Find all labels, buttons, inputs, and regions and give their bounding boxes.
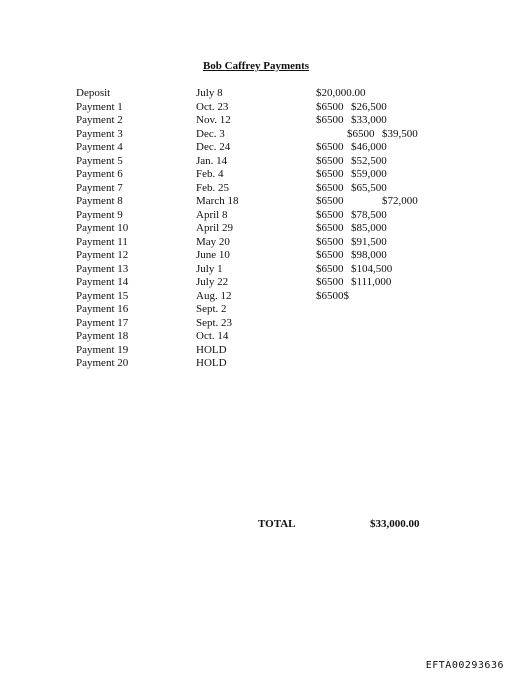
ledger-row-payment-1 bbox=[0, 101, 512, 115]
ledger-row-deposit bbox=[0, 87, 512, 101]
row-date: Dec. 3 bbox=[196, 127, 225, 140]
row-label: Payment 10 bbox=[76, 222, 129, 234]
ledger-row-payment-7 bbox=[0, 182, 512, 196]
row-running-total: $65,500 bbox=[351, 181, 387, 194]
row-label: Payment 1 bbox=[76, 100, 123, 113]
row-running-total: $46,000 bbox=[351, 141, 387, 153]
row-running-total: $98,000 bbox=[351, 249, 387, 261]
row-amount: $6500 bbox=[316, 168, 344, 180]
row-label: Payment 14 bbox=[76, 276, 129, 288]
row-amount: $6500 bbox=[316, 222, 344, 234]
row-date: Aug. 12 bbox=[196, 289, 232, 302]
row-label: Payment 18 bbox=[76, 330, 129, 342]
ledger-row-payment-19 bbox=[0, 344, 512, 358]
ledger-row-payment-15 bbox=[0, 290, 512, 304]
row-date: Feb. 25 bbox=[196, 181, 229, 194]
row-date: July 1 bbox=[196, 262, 223, 275]
row-running-total: $72,000 bbox=[382, 195, 418, 207]
bates-number: EFTA00293636 bbox=[425, 660, 504, 671]
ledger-row-payment-13 bbox=[0, 263, 512, 277]
row-amount: $20,000.00 bbox=[316, 87, 366, 99]
row-label: Payment 4 bbox=[76, 141, 123, 153]
row-running-total: $78,500 bbox=[351, 208, 387, 221]
row-label: Payment 8 bbox=[76, 195, 123, 207]
row-date: July 8 bbox=[196, 87, 223, 99]
row-running-total: $26,500 bbox=[351, 100, 387, 113]
row-date: Sept. 2 bbox=[196, 303, 227, 315]
row-amount: $6500 bbox=[316, 154, 344, 167]
row-date: Dec. 24 bbox=[196, 141, 231, 153]
row-amount: $6500 bbox=[316, 114, 344, 126]
row-label: Payment 15 bbox=[76, 289, 129, 302]
row-date: Sept. 23 bbox=[196, 316, 233, 329]
row-label: Payment 5 bbox=[76, 154, 123, 167]
payment-ledger bbox=[0, 87, 512, 371]
row-date: Jan. 14 bbox=[196, 154, 228, 167]
row-label: Deposit bbox=[76, 87, 111, 99]
row-label: Payment 16 bbox=[76, 303, 129, 315]
row-label: Payment 3 bbox=[76, 127, 123, 140]
ledger-row-payment-11 bbox=[0, 236, 512, 250]
row-running-total: $33,000 bbox=[351, 114, 387, 126]
total-label: TOTAL bbox=[258, 518, 296, 530]
ledger-row-payment-16 bbox=[0, 303, 512, 317]
row-label: Payment 2 bbox=[76, 114, 123, 126]
row-date: Oct. 14 bbox=[196, 330, 229, 342]
ledger-row-payment-18 bbox=[0, 330, 512, 344]
row-label: Payment 9 bbox=[76, 208, 123, 221]
row-date: Nov. 12 bbox=[196, 114, 231, 126]
row-amount: $6500 bbox=[316, 195, 344, 207]
row-label: Payment 12 bbox=[76, 249, 129, 261]
row-label: Payment 20 bbox=[76, 357, 129, 369]
row-date: May 20 bbox=[196, 235, 230, 248]
row-date: July 22 bbox=[196, 276, 229, 288]
row-running-total: $59,000 bbox=[351, 168, 387, 180]
row-date: March 18 bbox=[196, 195, 239, 207]
row-label: Payment 19 bbox=[76, 343, 129, 356]
ledger-row-payment-2 bbox=[0, 114, 512, 128]
row-label: Payment 11 bbox=[76, 235, 128, 248]
row-running-total: $91,500 bbox=[351, 235, 387, 248]
row-label: Payment 13 bbox=[76, 262, 129, 275]
row-date: HOLD bbox=[196, 357, 227, 369]
row-amount: $6500$ bbox=[316, 289, 349, 302]
ledger-row-payment-5 bbox=[0, 155, 512, 169]
row-label: Payment 6 bbox=[76, 168, 123, 180]
ledger-row-payment-14 bbox=[0, 276, 512, 290]
document-title: Bob Caffrey Payments bbox=[202, 60, 310, 72]
row-amount: $6500 bbox=[316, 181, 344, 194]
ledger-row-payment-8 bbox=[0, 195, 512, 209]
ledger-row-payment-3 bbox=[0, 128, 512, 142]
ledger-row-payment-4 bbox=[0, 141, 512, 155]
row-running-total: $111,000 bbox=[351, 276, 392, 288]
row-date: April 8 bbox=[196, 208, 228, 221]
row-running-total: $52,500 bbox=[351, 154, 387, 167]
ledger-row-payment-17 bbox=[0, 317, 512, 331]
row-date: June 10 bbox=[196, 249, 230, 261]
row-running-total: $104,500 bbox=[351, 262, 393, 275]
row-amount: $6500 bbox=[316, 100, 344, 113]
row-label: Payment 7 bbox=[76, 181, 123, 194]
ledger-row-payment-20 bbox=[0, 357, 512, 371]
row-amount: $6500 bbox=[316, 208, 344, 221]
ledger-row-payment-12 bbox=[0, 249, 512, 263]
row-running-total: $85,000 bbox=[351, 222, 387, 234]
row-amount: $6500 bbox=[316, 276, 344, 288]
row-amount: $6500 bbox=[316, 235, 344, 248]
row-date: Feb. 4 bbox=[196, 168, 224, 180]
ledger-row-payment-9 bbox=[0, 209, 512, 223]
row-amount: $6500 bbox=[347, 127, 375, 140]
row-label: Payment 17 bbox=[76, 316, 129, 329]
ledger-row-payment-10 bbox=[0, 222, 512, 236]
row-date: Oct. 23 bbox=[196, 100, 229, 113]
row-amount: $6500 bbox=[316, 262, 344, 275]
row-date: April 29 bbox=[196, 222, 233, 234]
row-amount: $6500 bbox=[316, 249, 344, 261]
row-amount: $6500 bbox=[316, 141, 344, 153]
row-date: HOLD bbox=[196, 343, 227, 356]
total-value: $33,000.00 bbox=[370, 518, 420, 530]
row-running-total: $39,500 bbox=[382, 127, 418, 140]
ledger-row-payment-6 bbox=[0, 168, 512, 182]
